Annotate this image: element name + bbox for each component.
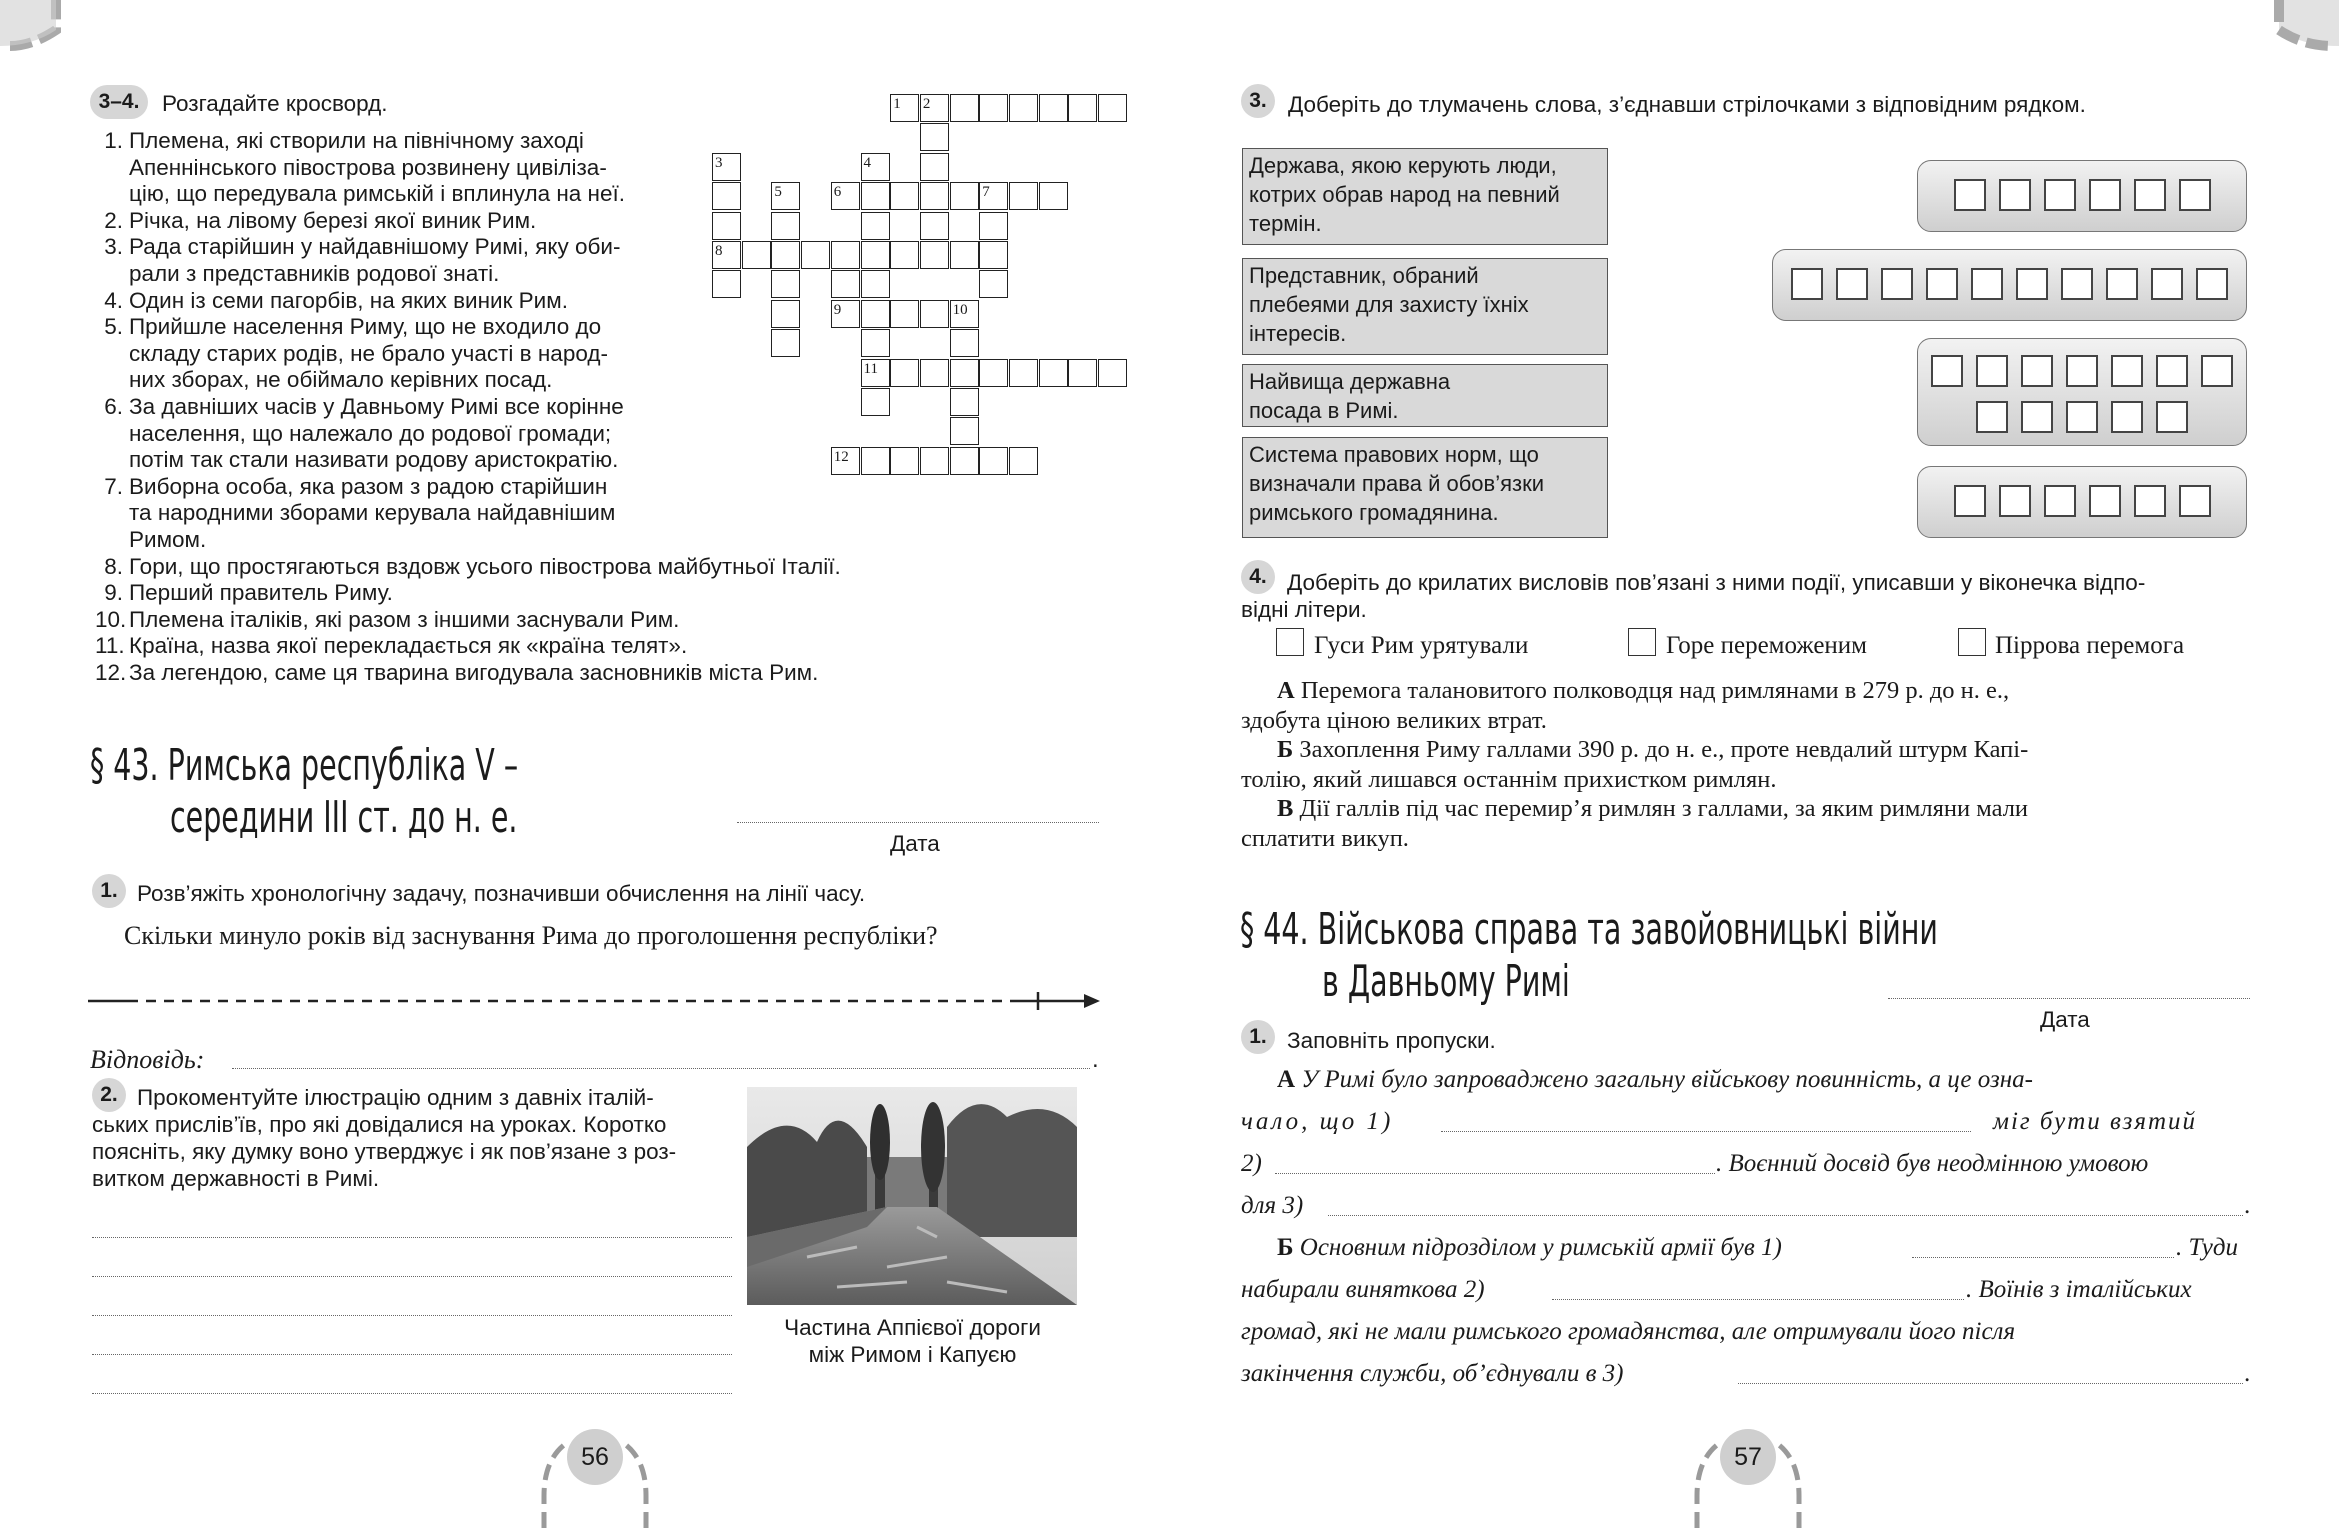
- fill-b-line1-start: Б Основним підрозділом у римській армії був 1): [1277, 1234, 1782, 1261]
- clue-11: 11. Країна, назва якої перекладається як «країна телят».: [95, 633, 688, 659]
- letter-square[interactable]: [2134, 485, 2166, 517]
- crossword-cell[interactable]: [771, 212, 800, 240]
- definition-box-3[interactable]: Найвища державна посада в Римі.: [1242, 364, 1608, 427]
- crossword-cell[interactable]: [771, 329, 800, 357]
- letter-square[interactable]: [1926, 268, 1958, 300]
- task2-text: Прокоментуйте ілюстрацію одним з давніх італій- ських прислів’їв, про які довідалися на уроках. Коротко поясніть, яку думку воно утверджує і як пов’язане з роз- витком державності в Римі.: [92, 1085, 677, 1191]
- crossword-cell[interactable]: [890, 359, 919, 387]
- section-heading-43-line2: середини ІІІ ст. до н. е.: [170, 792, 518, 843]
- letter-square[interactable]: [2021, 355, 2053, 387]
- saying-checkbox-3[interactable]: [1958, 628, 1986, 656]
- letter-square[interactable]: [1931, 355, 1963, 387]
- crossword-cell[interactable]: [890, 447, 919, 475]
- crossword-cell[interactable]: [831, 270, 860, 298]
- crossword-number: 1: [893, 96, 901, 112]
- letter-square[interactable]: [1791, 268, 1823, 300]
- blank-b3[interactable]: [1738, 1383, 2243, 1384]
- answer-line[interactable]: [92, 1237, 732, 1238]
- crossword-cell[interactable]: [1009, 182, 1038, 210]
- task-text: Розв’яжіть хронологічну задачу, позначивши обчислення на лінії часу.: [137, 881, 866, 906]
- crossword-cell[interactable]: [890, 300, 919, 328]
- crossword-cell[interactable]: [742, 241, 771, 269]
- blank-a3[interactable]: [1328, 1215, 2243, 1216]
- task-number-badge: 1.: [1241, 1020, 1275, 1054]
- task-text: Заповніть пропуски.: [1287, 1028, 1496, 1053]
- crossword-number: 10: [952, 301, 968, 318]
- letter-square[interactable]: [2111, 401, 2143, 433]
- task-number-badge: 1.: [92, 874, 126, 908]
- blank-a1[interactable]: [1441, 1131, 1971, 1132]
- fill-b-line4-end: .: [2244, 1360, 2251, 1387]
- letter-square[interactable]: [2156, 401, 2188, 433]
- crossword-cell[interactable]: [950, 241, 979, 269]
- saying-3: Піррова перемога: [1995, 632, 2185, 659]
- crossword-cell[interactable]: [831, 241, 860, 269]
- crossword-cell[interactable]: [920, 300, 949, 328]
- fill-b-line1-end: . Туди: [2176, 1234, 2238, 1261]
- crossword-cell[interactable]: [861, 212, 890, 240]
- answer-label: Відповідь:: [90, 1045, 205, 1074]
- crossword-cell[interactable]: [920, 447, 949, 475]
- crossword-cell[interactable]: [979, 359, 1008, 387]
- crossword-cell[interactable]: [920, 212, 949, 240]
- crossword-cell[interactable]: [1009, 94, 1038, 122]
- crossword-cell[interactable]: [861, 182, 890, 210]
- answer-line[interactable]: [92, 1354, 732, 1355]
- crossword-cell[interactable]: [920, 153, 949, 181]
- crossword-cell[interactable]: [1068, 359, 1097, 387]
- fill-b-line3: громад, які не мали римського громадянства, але отримували його після: [1241, 1318, 2016, 1345]
- events-list: А Перемога талановитого полководця над римлянами в 279 р. до н. е., здобута ціною великих втрат. Б Захоплення Риму галлами 390 р. до н. е., проте невдалий штурм Капі- толію, який лишався останнім прихистком римлян. В Дії галлів під час перемир’я римлян з галлами, за яким римляни мали сплатити викуп.: [1241, 676, 2251, 853]
- letter-square[interactable]: [1836, 268, 1868, 300]
- crossword-number: 9: [833, 301, 842, 318]
- clue-5: 5. Прийшле населення Риму, що не входило до складу старих родів, не брало участі в народ- них зборах, не обіймало керівних посад.: [104, 314, 608, 393]
- crossword-cell[interactable]: [1098, 359, 1127, 387]
- crossword-cell[interactable]: [801, 241, 830, 269]
- crossword-cell[interactable]: [771, 270, 800, 298]
- crossword-number: 12: [833, 448, 849, 465]
- letter-square[interactable]: [1976, 355, 2008, 387]
- crossword-cell[interactable]: [979, 212, 1008, 240]
- date-label: Дата: [890, 831, 940, 856]
- crossword-cell[interactable]: [712, 270, 741, 298]
- page-number: 56: [567, 1429, 623, 1485]
- page-number: 57: [1720, 1429, 1776, 1485]
- letter-square[interactable]: [2044, 179, 2076, 211]
- fill-a-line2-end: міг бути взятий: [1993, 1108, 2197, 1135]
- crossword-cell[interactable]: [861, 241, 890, 269]
- event-a: А Перемога талановитого полководця над римлянами в 279 р. до н. е.,: [1277, 677, 2010, 704]
- clue-1: 1. Племена, які створили на північному заході Апеннінського півострова розвинену цивіліза- цію, що передувала римській і вплинула на неї.: [104, 128, 625, 207]
- letter-square[interactable]: [2021, 401, 2053, 433]
- crossword-cell[interactable]: [950, 447, 979, 475]
- date-label: Дата: [2040, 1007, 2090, 1032]
- fill-a-line4-start: для 3): [1241, 1192, 1304, 1219]
- crossword-cell[interactable]: [861, 300, 890, 328]
- event-c: В Дії галлів під час перемир’я римлян з галлами, за яким римляни мали: [1277, 795, 2029, 822]
- corner-decoration-right: [2255, 0, 2339, 70]
- crossword-cell[interactable]: [771, 300, 800, 328]
- letter-square[interactable]: [2111, 355, 2143, 387]
- corner-decoration-left: [0, 0, 80, 70]
- task-question: Скільки минуло років від заснування Рима до проголошення республіки?: [124, 921, 938, 950]
- task4-text: Доберіть до крилатих висловів пов’язані з ними події, уписавши у віконечка відпо- відні літери.: [1241, 570, 2146, 622]
- letter-square[interactable]: [2156, 355, 2188, 387]
- task-text: Доберіть до тлумачень слова, з’єднавши стрілочками з відповідним рядком.: [1288, 92, 2086, 117]
- crossword-cell[interactable]: [861, 447, 890, 475]
- task-number-badge: 2.: [92, 1078, 126, 1112]
- letter-square[interactable]: [2151, 268, 2183, 300]
- saying-checkbox-1[interactable]: [1276, 628, 1304, 656]
- crossword-cell[interactable]: [861, 388, 890, 416]
- letter-square[interactable]: [2044, 485, 2076, 517]
- clue-2: 2. Річка, на лівому березі якої виник Рим.: [104, 207, 537, 233]
- answer-line-end: .: [1092, 1046, 1099, 1073]
- photo-caption: Частина Аппієвої дороги між Римом і Капуєю: [784, 1315, 1041, 1367]
- letter-square[interactable]: [2089, 485, 2121, 517]
- crossword-cell[interactable]: [861, 329, 890, 357]
- clue-12: 12. За легендою, саме ця тварина вигодувала засновників міста Рим.: [95, 659, 819, 685]
- date-line[interactable]: [737, 822, 1099, 823]
- crossword-cell[interactable]: [771, 241, 800, 269]
- timeline[interactable]: [88, 986, 1103, 1016]
- letter-square[interactable]: [1971, 268, 2003, 300]
- crossword-cell[interactable]: [979, 270, 1008, 298]
- fill-b-line2-end: . Воїнів з італійських: [1966, 1276, 2192, 1303]
- definition-box-2[interactable]: Представник, обраний плебеями для захисту їхніх інтересів.: [1242, 258, 1608, 355]
- crossword-cell[interactable]: [1039, 94, 1068, 122]
- letter-square[interactable]: [1999, 485, 2031, 517]
- crossword-cell[interactable]: [890, 182, 919, 210]
- crossword-number: 3: [715, 154, 723, 171]
- task-number-badge: 3–4.: [90, 85, 148, 119]
- letter-square[interactable]: [1881, 268, 1913, 300]
- task-number-badge: 4.: [1241, 560, 1275, 594]
- crossword-cell[interactable]: [950, 329, 979, 357]
- crossword-clues: [95, 128, 975, 686]
- fill-b-line4-start: закінчення служби, об’єднували в 3): [1241, 1360, 1624, 1387]
- task-title: Розгадайте кросворд.: [162, 91, 388, 116]
- blank-b2[interactable]: [1552, 1299, 1964, 1300]
- blank-a2[interactable]: [1275, 1173, 1715, 1174]
- section-heading-44-line1: § 44. Військова справа та завойовницькі війни: [1240, 904, 1938, 955]
- crossword-cell[interactable]: [950, 417, 979, 445]
- crossword-cell[interactable]: [979, 241, 1008, 269]
- fill-a-line3-start: 2): [1241, 1150, 1262, 1177]
- crossword-number: 8: [715, 243, 723, 259]
- letter-square[interactable]: [1954, 485, 1986, 517]
- letter-square[interactable]: [2089, 179, 2121, 211]
- letter-square[interactable]: [1954, 179, 1986, 211]
- crossword-cell[interactable]: [712, 212, 741, 240]
- letter-square[interactable]: [2179, 179, 2211, 211]
- clue-7: 7. Виборна особа, яка разом з радою старійшин та народними зборами керувала найдавнішим Римом.: [104, 473, 616, 552]
- fill-b-line2-start: набирали виняткова 2): [1241, 1276, 1485, 1303]
- crossword-number: 11: [863, 360, 878, 377]
- crossword-cell[interactable]: [1068, 94, 1097, 122]
- fill-a-line3-end: . Воєнний досвід був неодмінною умовою: [1716, 1150, 2149, 1177]
- clue-9: 9. Перший правитель Риму.: [104, 580, 393, 606]
- answer-line[interactable]: [92, 1393, 732, 1394]
- appian-way-photo: [747, 1087, 1077, 1305]
- definition-box-4[interactable]: Система правових норм, що визначали права й обов’язки римського громадянина.: [1242, 437, 1608, 538]
- saying-checkbox-2[interactable]: [1628, 628, 1656, 656]
- crossword-number: 6: [833, 184, 842, 201]
- clue-4: 4. Один із семи пагорбів, на яких виник Рим.: [104, 287, 568, 313]
- saying-1: Гуси Рим урятували: [1314, 632, 1529, 659]
- crossword-number: 2: [922, 96, 931, 112]
- letter-square[interactable]: [2016, 268, 2048, 300]
- clue-8: 8. Гори, що простягаються вздовж усього півострова майбутньої Італії.: [104, 553, 841, 579]
- saying-2: Горе переможеним: [1666, 632, 1867, 659]
- crossword-number: 5: [774, 184, 782, 201]
- event-b: Б Захоплення Риму галлами 390 р. до н. е., проте невдалий штурм Капі-: [1277, 736, 2029, 763]
- blank-b1[interactable]: [1912, 1257, 2174, 1258]
- crossword-cell[interactable]: [979, 447, 1008, 475]
- crossword-cell[interactable]: [1039, 359, 1068, 387]
- letter-square[interactable]: [2196, 268, 2228, 300]
- letter-square[interactable]: [2066, 401, 2098, 433]
- fill-a-line1: А У Римі було запроваджено загальну військову повинність, а це озна-: [1277, 1066, 2033, 1093]
- answer-line[interactable]: [232, 1068, 1090, 1069]
- letter-square[interactable]: [1976, 401, 2008, 433]
- letter-square[interactable]: [2179, 485, 2211, 517]
- letter-square[interactable]: [2066, 355, 2098, 387]
- section-heading-44-line2: в Давньому Римі: [1322, 956, 1570, 1007]
- crossword-cell[interactable]: [1098, 94, 1127, 122]
- letter-square[interactable]: [2061, 268, 2093, 300]
- fill-a-line4-end: .: [2244, 1192, 2251, 1219]
- section-heading-43-line1: § 43. Римська республіка V –: [90, 740, 519, 791]
- letter-square[interactable]: [2106, 268, 2138, 300]
- crossword-cell[interactable]: [861, 270, 890, 298]
- answer-line[interactable]: [92, 1315, 732, 1316]
- crossword-cell[interactable]: [920, 182, 949, 210]
- fill-a-line2-start: чало, що 1): [1241, 1108, 1394, 1135]
- crossword-cell[interactable]: [1009, 447, 1038, 475]
- crossword-number: 7: [982, 184, 990, 201]
- crossword-cell[interactable]: [950, 182, 979, 210]
- date-line[interactable]: [1888, 998, 2250, 999]
- crossword-number: 4: [863, 154, 871, 171]
- answer-line[interactable]: [92, 1276, 732, 1277]
- crossword-cell[interactable]: [950, 388, 979, 416]
- crossword-cell[interactable]: [1009, 359, 1038, 387]
- letter-square[interactable]: [2134, 179, 2166, 211]
- crossword-cell[interactable]: [920, 241, 949, 269]
- task-number-badge: 3.: [1241, 84, 1275, 118]
- letter-square[interactable]: [1999, 179, 2031, 211]
- clue-6: 6. За давніших часів у Давньому Римі все корінне населення, що належало до родової громади; потім так стали називати родову аристократію.: [104, 393, 624, 473]
- clue-3: 3. Рада старійшин у найдавнішому Римі, яку оби- рали з представників родової знаті.: [104, 234, 621, 286]
- crossword-cell[interactable]: [1039, 182, 1068, 210]
- definition-box-1[interactable]: Держава, якою керують люди, котрих обрав народ на певний термін.: [1242, 148, 1608, 245]
- crossword-cell[interactable]: [950, 359, 979, 387]
- crossword-cell[interactable]: [950, 94, 979, 122]
- letter-square[interactable]: [2201, 355, 2233, 387]
- clue-10: 10. Племена італіків, які разом з іншими заснували Рим.: [95, 606, 680, 632]
- crossword-cell[interactable]: [979, 94, 1008, 122]
- crossword-cell[interactable]: [712, 182, 741, 210]
- crossword-cell[interactable]: [890, 241, 919, 269]
- crossword-cell[interactable]: [920, 123, 949, 151]
- crossword-cell[interactable]: [920, 359, 949, 387]
